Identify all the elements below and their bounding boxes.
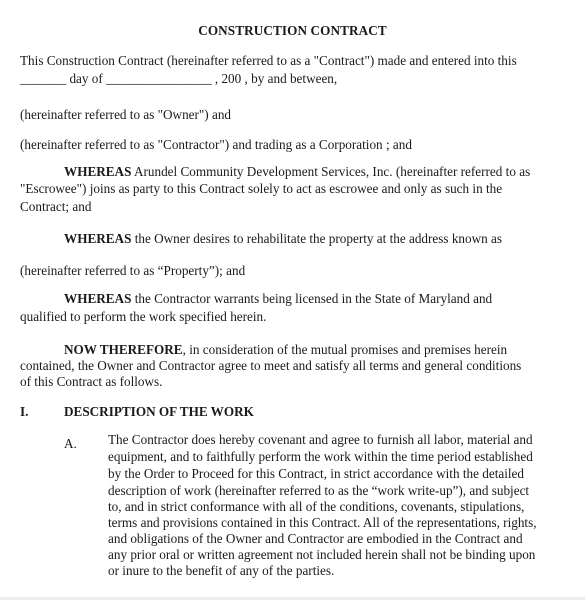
whereas-keyword: WHEREAS — [64, 164, 132, 179]
clause-line: description of work (hereinafter referred to as the “work write-up”), and subject — [108, 483, 530, 498]
document-title: CONSTRUCTION CONTRACT — [198, 23, 387, 38]
whereas-text: Arundel Community Development Services, Inc. (hereinafter referred to as — [131, 164, 531, 179]
clause-label: A. — [64, 436, 77, 451]
now-therefore-text: , in consideration of the mutual promises and premises herein — [182, 342, 508, 357]
intro-line-1: This Construction Contract (hereinafter referred to as a "Contract") made and entered into this — [20, 53, 517, 68]
whereas-escrowee-line-2: "Escrowee") joins as party to this Contract solely to act as escrowee and only as such in the — [20, 181, 503, 196]
intro-line-2: _______ day of ________________ , 200 , by and between, — [20, 71, 338, 86]
section-heading: DESCRIPTION OF THE WORK — [64, 404, 254, 419]
whereas-owner-line — [64, 232, 502, 245]
property-line: (hereinafter referred to as “Property”); and — [20, 263, 246, 278]
whereas-text: the Owner desires to rehabilitate the property at the address known as — [131, 231, 503, 246]
clause-line: terms and provisions contained in this Contract. All of the representations, rights, — [108, 515, 537, 530]
whereas-text: the Contractor warrants being licensed in the State of Maryland and — [131, 291, 493, 306]
now-therefore-line-3: of this Contract as follows. — [20, 374, 163, 389]
clause-line: any prior oral or written agreement not included herein shall not be binding upon — [108, 547, 536, 562]
section-number: I. — [20, 404, 29, 419]
now-therefore-line-1 — [64, 343, 507, 356]
whereas-escrowee-line-3: Contract; and — [20, 199, 92, 214]
whereas-keyword: WHEREAS — [64, 291, 132, 306]
clause-line: equipment, and to faithfully perform the work within the time period established — [108, 449, 533, 464]
clause-line: The Contractor does hereby covenant and agree to furnish all labor, material and — [108, 432, 533, 447]
whereas-contractor-line-1 — [64, 292, 492, 305]
clause-line: or inure to the benefit of any of the parties. — [108, 563, 335, 578]
whereas-keyword: WHEREAS — [64, 231, 132, 246]
clause-line: to, and in strict conformance with all of the conditions, covenants, stipulations, — [108, 499, 525, 514]
now-therefore-keyword: NOW THEREFORE — [64, 342, 183, 357]
clause-line: by the Order to Proceed for this Contract, in strict accordance with the detailed — [108, 466, 524, 481]
whereas-escrowee-line-1 — [64, 165, 530, 178]
clause-line: and obligations of the Owner and Contractor are embodied in the Contract and — [108, 531, 523, 546]
contractor-line: (hereinafter referred to as "Contractor") and trading as a Corporation ; and — [20, 137, 412, 152]
now-therefore-line-2: contained, the Owner and Contractor agree to meet and satisfy all terms and general conditions — [20, 358, 522, 373]
whereas-contractor-line-2: qualified to perform the work specified herein. — [20, 309, 267, 324]
owner-line: (hereinafter referred to as "Owner") and — [20, 107, 232, 122]
